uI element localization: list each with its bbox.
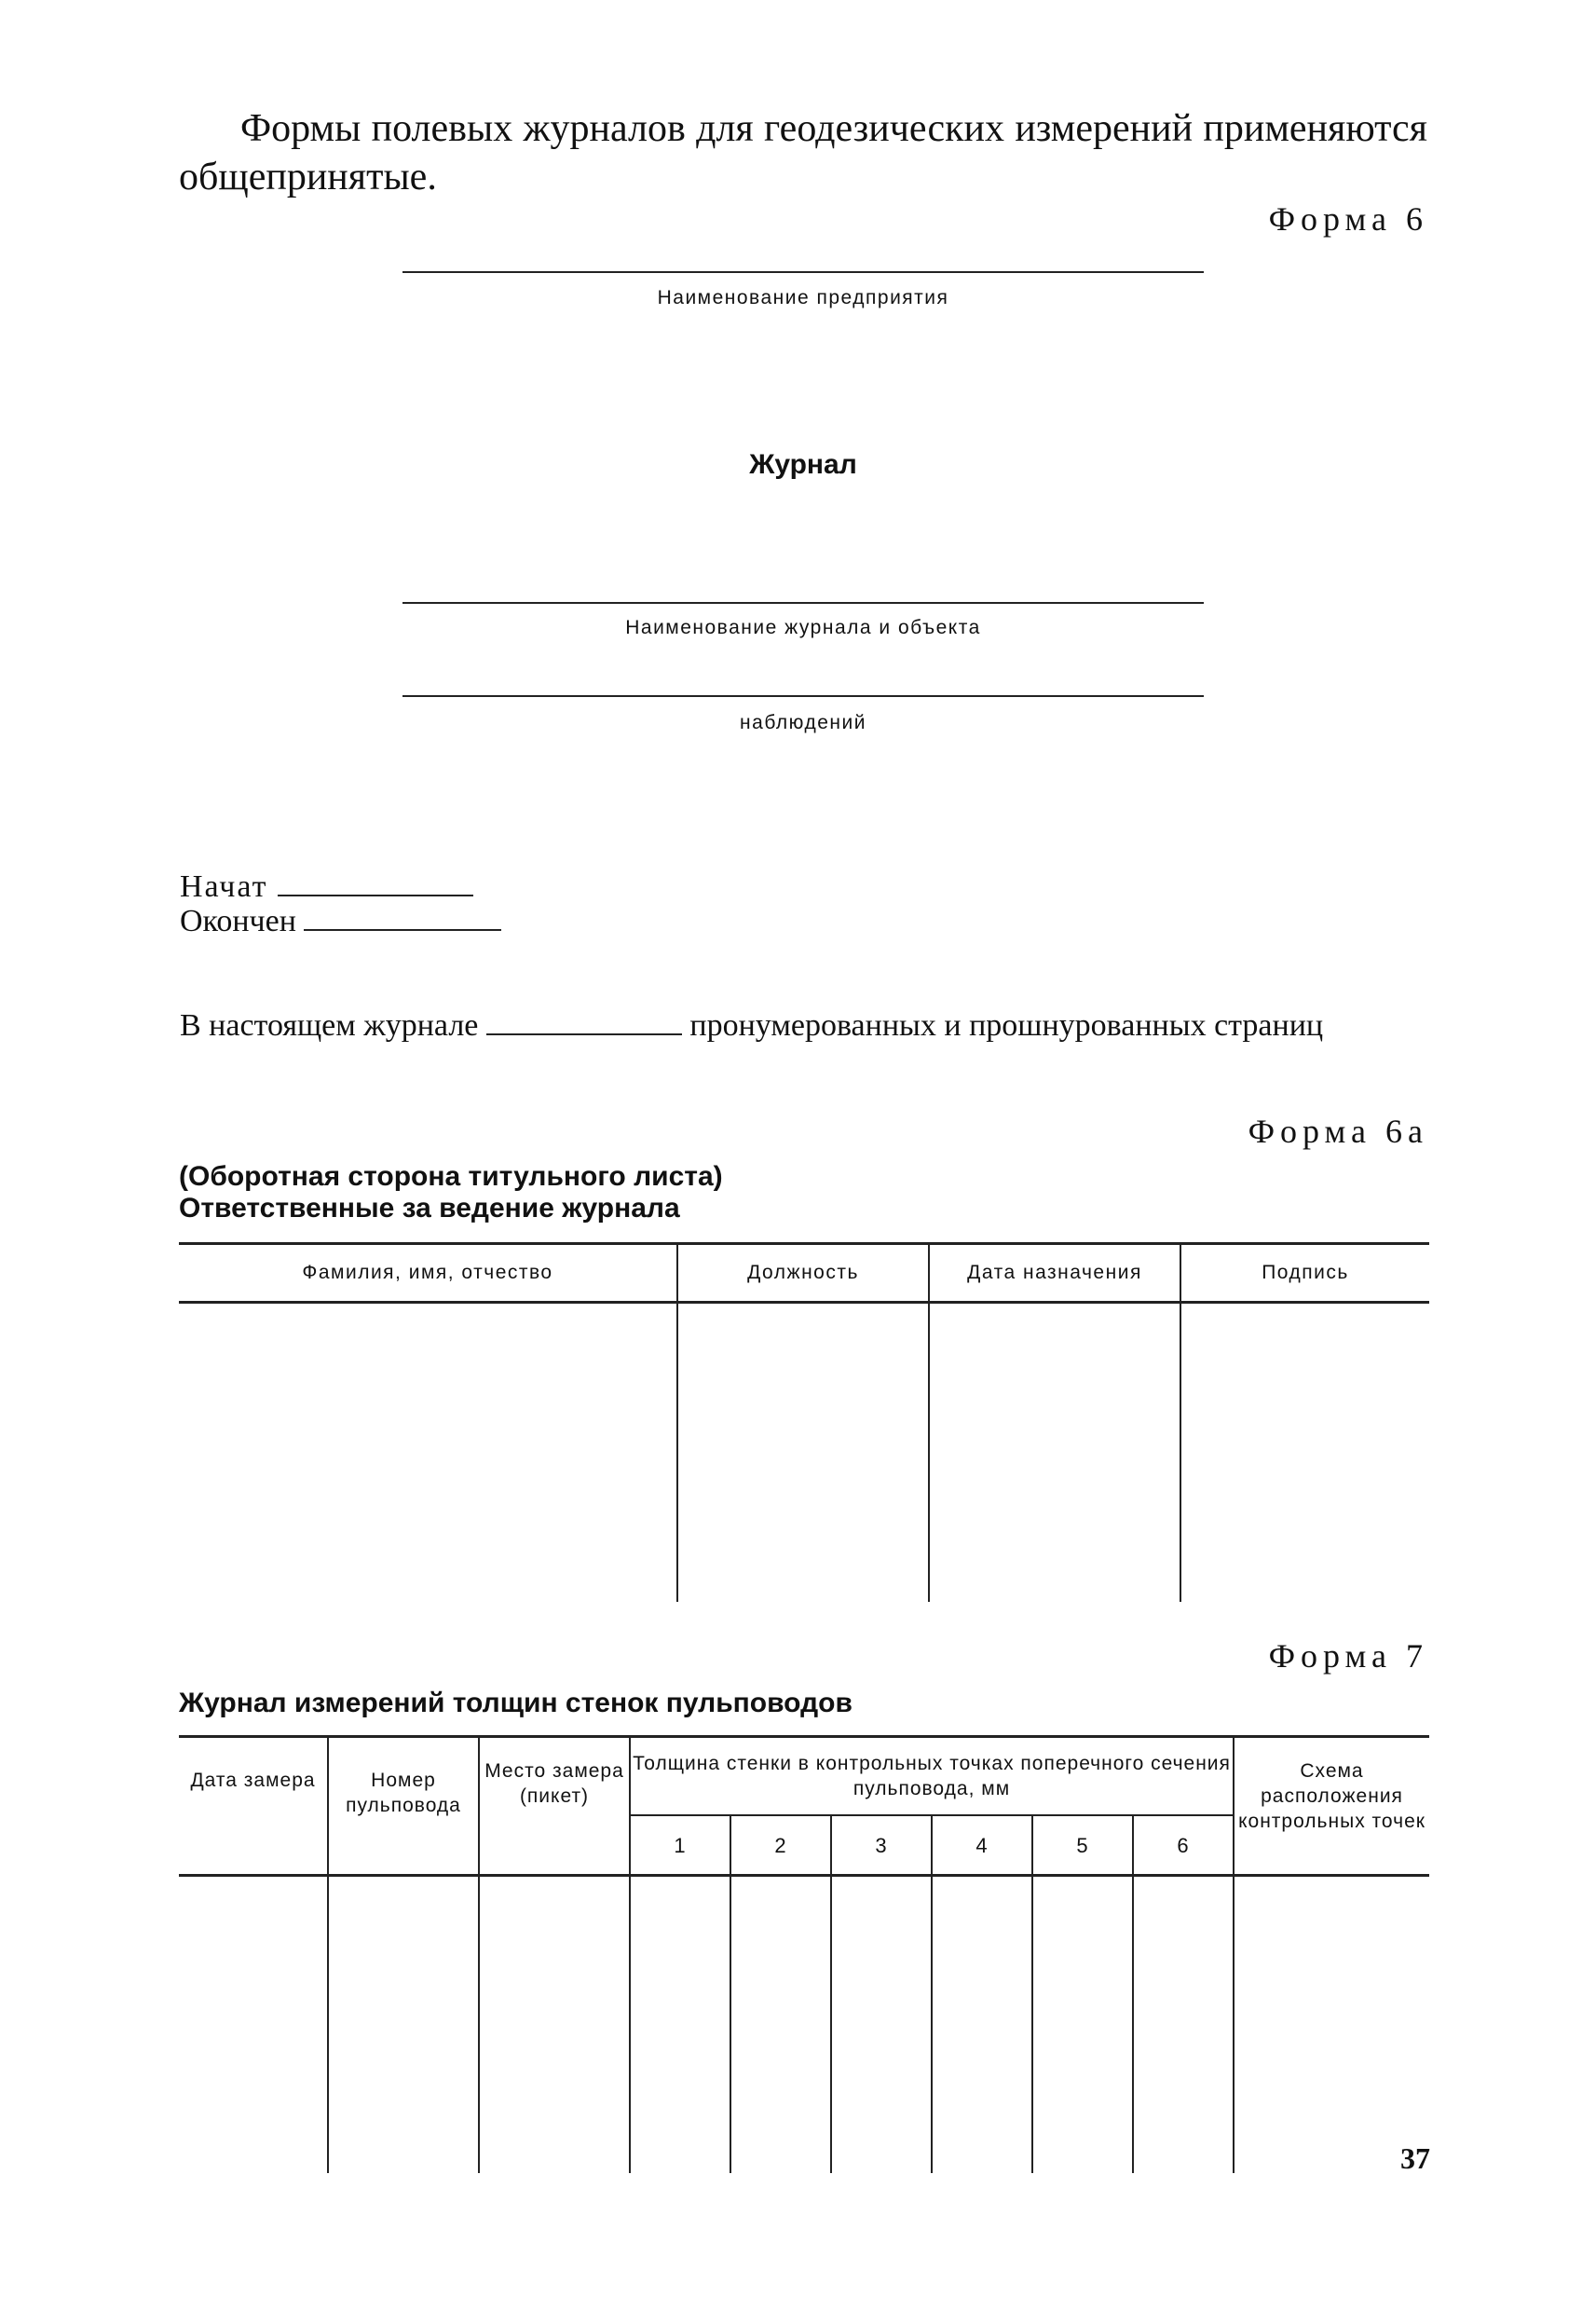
col-measure-date: Дата замера (179, 1737, 328, 1876)
observations-caption: наблюдений (740, 712, 866, 733)
finished-field (180, 904, 501, 939)
journal-title: Журнал (749, 449, 857, 480)
enterprise-name-line (402, 271, 1204, 273)
col-appointment-date: Дата назначения (929, 1244, 1180, 1303)
started-field (180, 869, 473, 905)
cell-signature (1180, 1303, 1429, 1603)
pages-statement (180, 1008, 1428, 1044)
form7-title: Журнал измерений толщин стенок пульповодов (179, 1688, 853, 1718)
started-blank (278, 895, 473, 896)
col-measure-place: Место замера (пикет) (479, 1737, 630, 1876)
intro-text: Формы полевых журналов для геодезических измерений применяются общепринятые. (179, 107, 1427, 198)
col-pipe-number: Номер пульповода (328, 1737, 479, 1876)
journal-object-caption: Наименование журнала и объекта (625, 617, 981, 638)
col-point-6: 6 (1133, 1815, 1234, 1876)
form6-label: Форма 6 (1268, 200, 1428, 238)
form6a-label: Форма 6а (1248, 1113, 1428, 1150)
table-header-row (179, 1244, 1429, 1303)
cell-measure-date (179, 1876, 328, 2174)
pages-text-after: пронумерованных и прошнурованных страниц (689, 1008, 1324, 1043)
form6a-subtitle: (Оборотная сторона титульного листа) (179, 1161, 723, 1192)
responsible-persons-table (179, 1242, 1429, 1602)
col-wall-thickness: Толщина стенки в контрольных точках поперечного сечения пульповода, мм (630, 1737, 1234, 1816)
cell-measure-place (479, 1876, 630, 2174)
col-signature: Подпись (1180, 1244, 1429, 1303)
wall-thickness-table (179, 1735, 1429, 2173)
cell-point-4 (932, 1876, 1032, 2174)
cell-points-scheme (1234, 1876, 1429, 2174)
enterprise-caption: Наименование предприятия (657, 287, 949, 308)
cell-pipe-number (328, 1876, 479, 2174)
journal-object-line (402, 602, 1204, 604)
pages-text-before: В настоящем журнале (180, 1008, 479, 1043)
cell-point-1 (630, 1876, 730, 2174)
form7-label: Форма 7 (1268, 1637, 1428, 1675)
col-point-5: 5 (1032, 1815, 1133, 1876)
col-full-name: Фамилия, имя, отчество (179, 1244, 677, 1303)
col-position: Должность (677, 1244, 929, 1303)
cell-point-3 (831, 1876, 932, 2174)
col-points-scheme: Схема расположения контрольных точек (1234, 1737, 1429, 1876)
col-point-4: 4 (932, 1815, 1032, 1876)
col-point-2: 2 (730, 1815, 831, 1876)
started-label: Начат (180, 869, 268, 904)
table-header-row (179, 1737, 1429, 1816)
finished-label: Окончен (180, 904, 296, 938)
cell-full-name (179, 1303, 677, 1603)
col-point-1: 1 (630, 1815, 730, 1876)
cell-point-6 (1133, 1876, 1234, 2174)
page-number: 37 (1400, 2141, 1430, 2175)
cell-position (677, 1303, 929, 1603)
cell-point-5 (1032, 1876, 1133, 2174)
form6a-title: Ответственные за ведение журнала (179, 1193, 680, 1224)
table-row (179, 1303, 1429, 1603)
cell-point-2 (730, 1876, 831, 2174)
observations-line (402, 695, 1204, 697)
pages-count-blank (486, 1033, 682, 1035)
col-point-3: 3 (831, 1815, 932, 1876)
finished-blank (304, 929, 501, 931)
cell-appointment-date (929, 1303, 1180, 1603)
table-row (179, 1876, 1429, 2174)
intro-paragraph (179, 104, 1427, 201)
